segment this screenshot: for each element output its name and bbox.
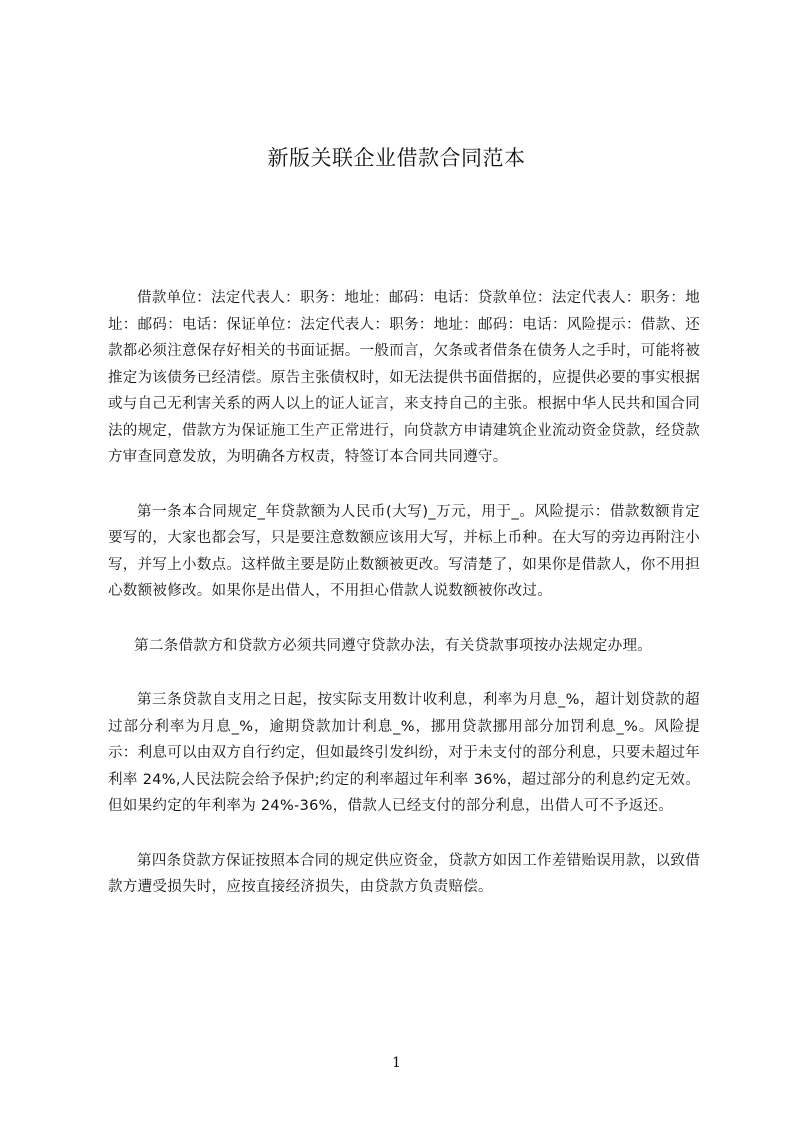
paragraph-article-4: 第四条贷款方保证按照本合同的规定供应资金，贷款方如因工作差错贻误用款，以致借款方遭受损失时，应按直接经济损失，由贷款方负责赔偿。 xyxy=(108,852,700,895)
paragraph-article-3: 第三条贷款自支用之日起，按实际支用数计收利息，利率为月息_%，超计划贷款的超过部分利率为月息_%，逾期贷款加计利息_%，挪用贷款挪用部分加罚利息_%。风险提示：利息可以由双方自行约定，但如最终引发纠纷，对于未支付的部分利息，只要未超过年利率 24%,人民法院会给予保护;约定的利率超过年利率 36%，超过部分的利息约定无效。但如果约定的年利率为 24%-36%，借款人已经支付的部分利息，出借人可不予返还。 xyxy=(108,692,700,814)
paragraph-article-1: 第一条本合同规定_年贷款额为人民币(大写)_万元，用于_。风险提示：借款数额肯定要写的，大家也都会写，只是要注意数额应该用大写，并标上币种。在大写的旁边再附注小写，并写上小数点。这样做主要是防止数额被更改。写清楚了，如果你是借款人，你不用担心数额被修改。如果你是出借人，不用担心借款人说数额被你改过。 xyxy=(108,503,700,599)
document-body xyxy=(108,285,700,929)
page-number: 1 xyxy=(392,1055,401,1071)
paragraph-article-2: 第二条借款方和贷款方必须共同遵守贷款办法，有关贷款事项按办法规定办理。 xyxy=(134,637,653,654)
document-title: 新版关联企业借款合同范本 xyxy=(267,146,526,170)
paragraph-parties: 借款单位：法定代表人：职务：地址：邮码：电话：贷款单位：法定代表人：职务：地址：邮码：电话：保证单位：法定代表人：职务：地址：邮码：电话：风险提示：借款、还款都必须注意保存好相关的书面证据。一般而言，欠条或者借条在债务人之手时，可能将被推定为该债务已经清偿。原告主张债权时，如无法提供书面借据的，应提供必要的事实根据或与自己无利害关系的两人以上的证人证言，来支持自己的主张。根据中华人民共和国合同法的规定，借款方为保证施工生产正常进行，向贷款方申请建筑企业流动资金贷款，经贷款方审查同意发放，为明确各方权责，特签订本合同共同遵守。 xyxy=(108,290,700,465)
